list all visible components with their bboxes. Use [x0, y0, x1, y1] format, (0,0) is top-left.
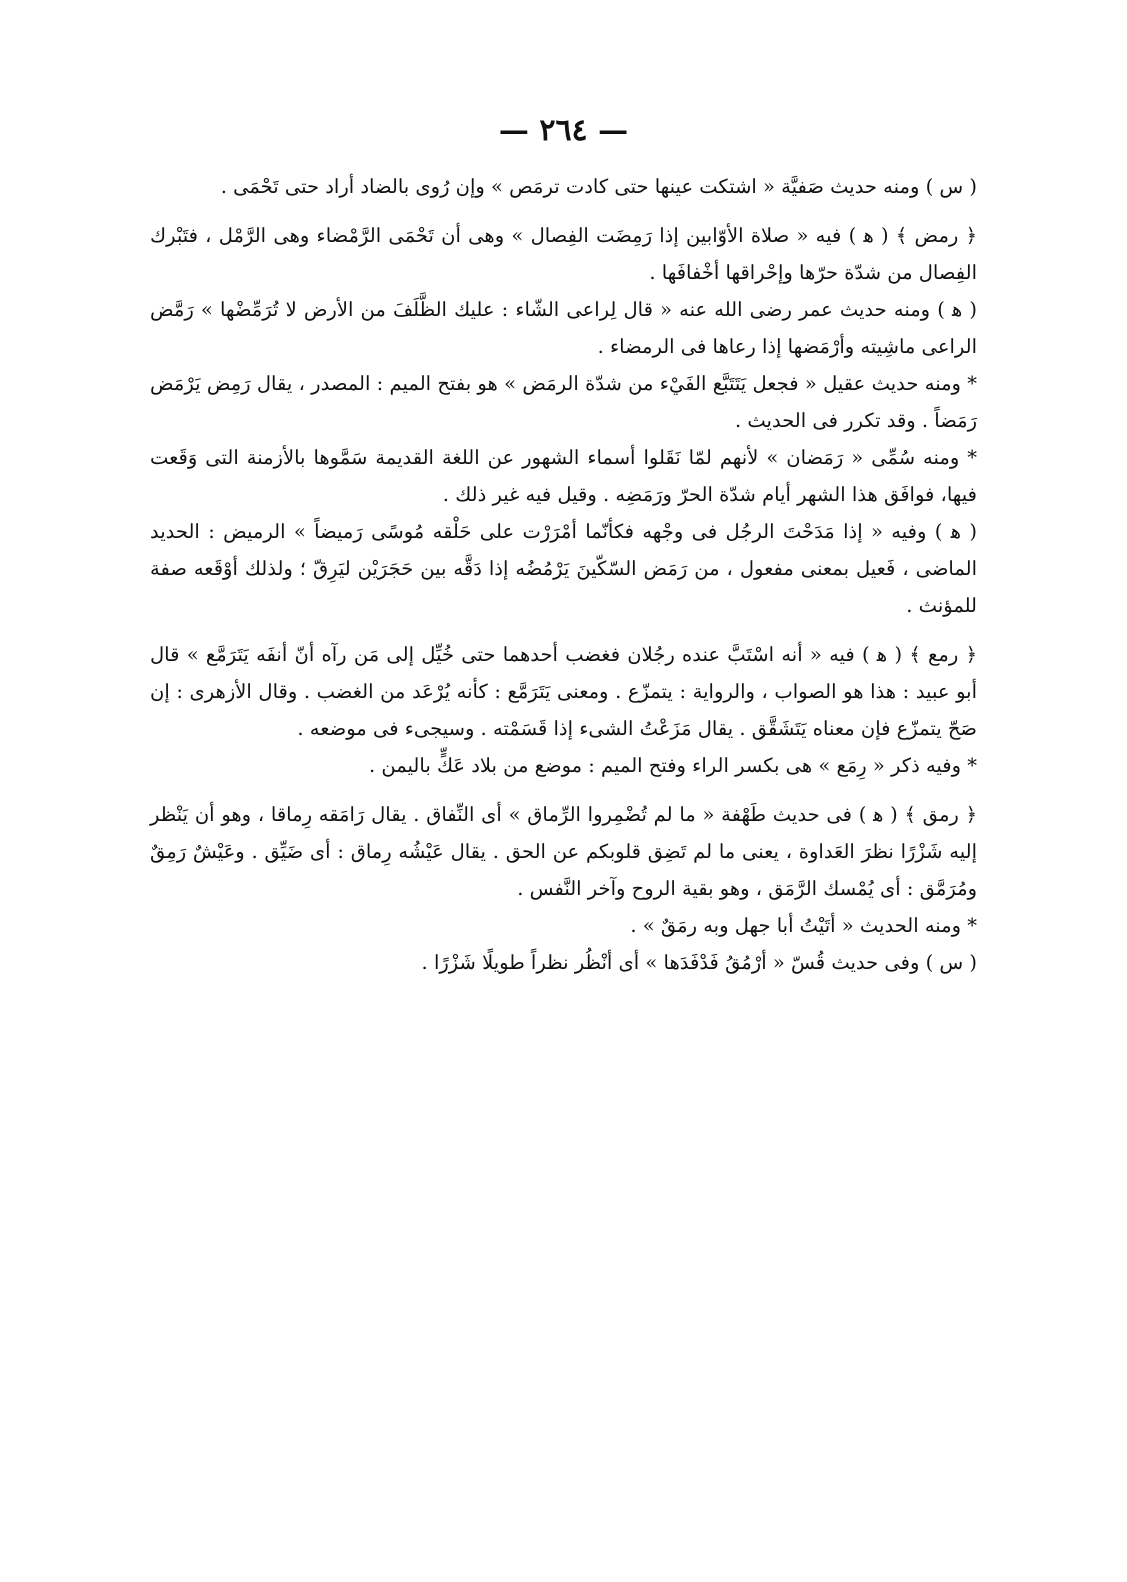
entry-rama: ﴿ رمع ﴾ ( ﻫ ) فيه « أنه اسْتَبَّ عنده رجُلان فغضب أحدهما حتى خُيِّل إلى مَن رآه أنّ أنفَه يَتَرَمَّع » قال أبو عبيد : هذا هو الصواب ، والرواية : يتمزّع . ومعنى يَتَرَمَّع : كأنه يُرْعَد من الغضب . وقال الأزهرى : إن صَحّ يتمزّع فإن معناه يَتَشَقَّق . يقال مَزَعْتُ الشىء إذا قَسَمْته . وسيجىء فى موضعه . — [150, 643, 977, 740]
paragraph-ramid: ( ﻫ ) وفيه « إذا مَدَحْتَ الرجُل فى وجْهه فكأنّما أمْرَرْت على حَلْقه مُوسًى رَميضاً » الرميض : الحديد الماضى ، فَعيل بمعنى مفعول ، من رَمَض السّكّينَ يَرْمُضُه إذا دَقَّه بين حَجَرَيْن ليَرِقّ ؛ ولذلك أوْقَعه صفة للمؤنث . — [150, 520, 977, 617]
paragraph-ramadan: * ومنه سُمِّى « رَمَضان » لأنهم لمّا نَقَلوا أسماء الشهور عن اللغة القديمة سَمَّوها بالأزمنة التى وَقَعت فيها، فوافَق هذا الشهر أيام شدّة الحرّ ورَمَضِه . وقيل فيه غير ذلك . — [150, 446, 977, 506]
page-number: — ٢٦٤ — — [498, 113, 629, 148]
entry-ramad: ﴿ رمض ﴾ ( ﻫ ) فيه « صلاة الأوّابين إذا رَمِضَت الفِصال » وهى أن تَحْمَى الرَّمْضاء وهى الرَّمْل ، فتَبْرك الفِصال من شدّة حرّها وإحْراقها أخْفافَها . — [150, 224, 977, 284]
paragraph-hadith-umar: ( ﻫ ) ومنه حديث عمر رضى الله عنه « قال لِراعى الشّاء : عليك الظَّلَفَ من الأرض لا تُرَمِّضْها » رَمَّض الراعى ماشِيته وأرْمَضها إذا رعاها فى الرمضاء . — [150, 298, 977, 358]
paragraph-rams-safiyya: ( س ) ومنه حديث صَفيَّة « اشتكت عينها حتى كادت ترمَص » وإن رُوى بالضاد أراد حتى تَحْمَى . — [220, 175, 977, 198]
entry-ramaq: ﴿ رمق ﴾ ( ﻫ ) فى حديث طَهْفة « ما لم تُضْمِروا الرِّماق » أى النِّفاق . يقال رَامَقه رِماقا ، وهو أن يَنْظر إليه شَزْرًا نظرَ العَداوة ، يعنى ما لم تَضِق قلوبكم عن الحق . يقال عَيْشُه رِماق : أى ضَيِّق . وعَيْشٌ رَمِقٌ ومُرَمَّق : أى يُمْسك الرَّمَق ، وهو بقية الروح وآخر النَّفس . — [150, 803, 977, 900]
paragraph-rima-place: * وفيه ذكر « رِمَع » هى بكسر الراء وفتح الميم : موضع من بلاد عَكٍّ باليمن . — [369, 754, 977, 777]
paragraph-abu-jahl: * ومنه الحديث « أتَيْتُ أبا جهل وبه رمَقٌ » . — [630, 914, 977, 937]
paragraph-hadith-qus: ( س ) وفى حديث قُسّ « أرْمُقُ فَدْفَدَها » أى أنْظُر نظراً طويلًا شَزْرًا . — [421, 951, 977, 974]
paragraph-hadith-aqil: * ومنه حديث عقيل « فجعل يَتَتَبَّع الفَيْء من شدّة الرمَض » هو بفتح الميم : المصدر ، يقال رَمِض يَرْمَض رَمَضاً . وقد تكرر فى الحديث . — [150, 372, 977, 432]
text-body — [150, 168, 977, 981]
